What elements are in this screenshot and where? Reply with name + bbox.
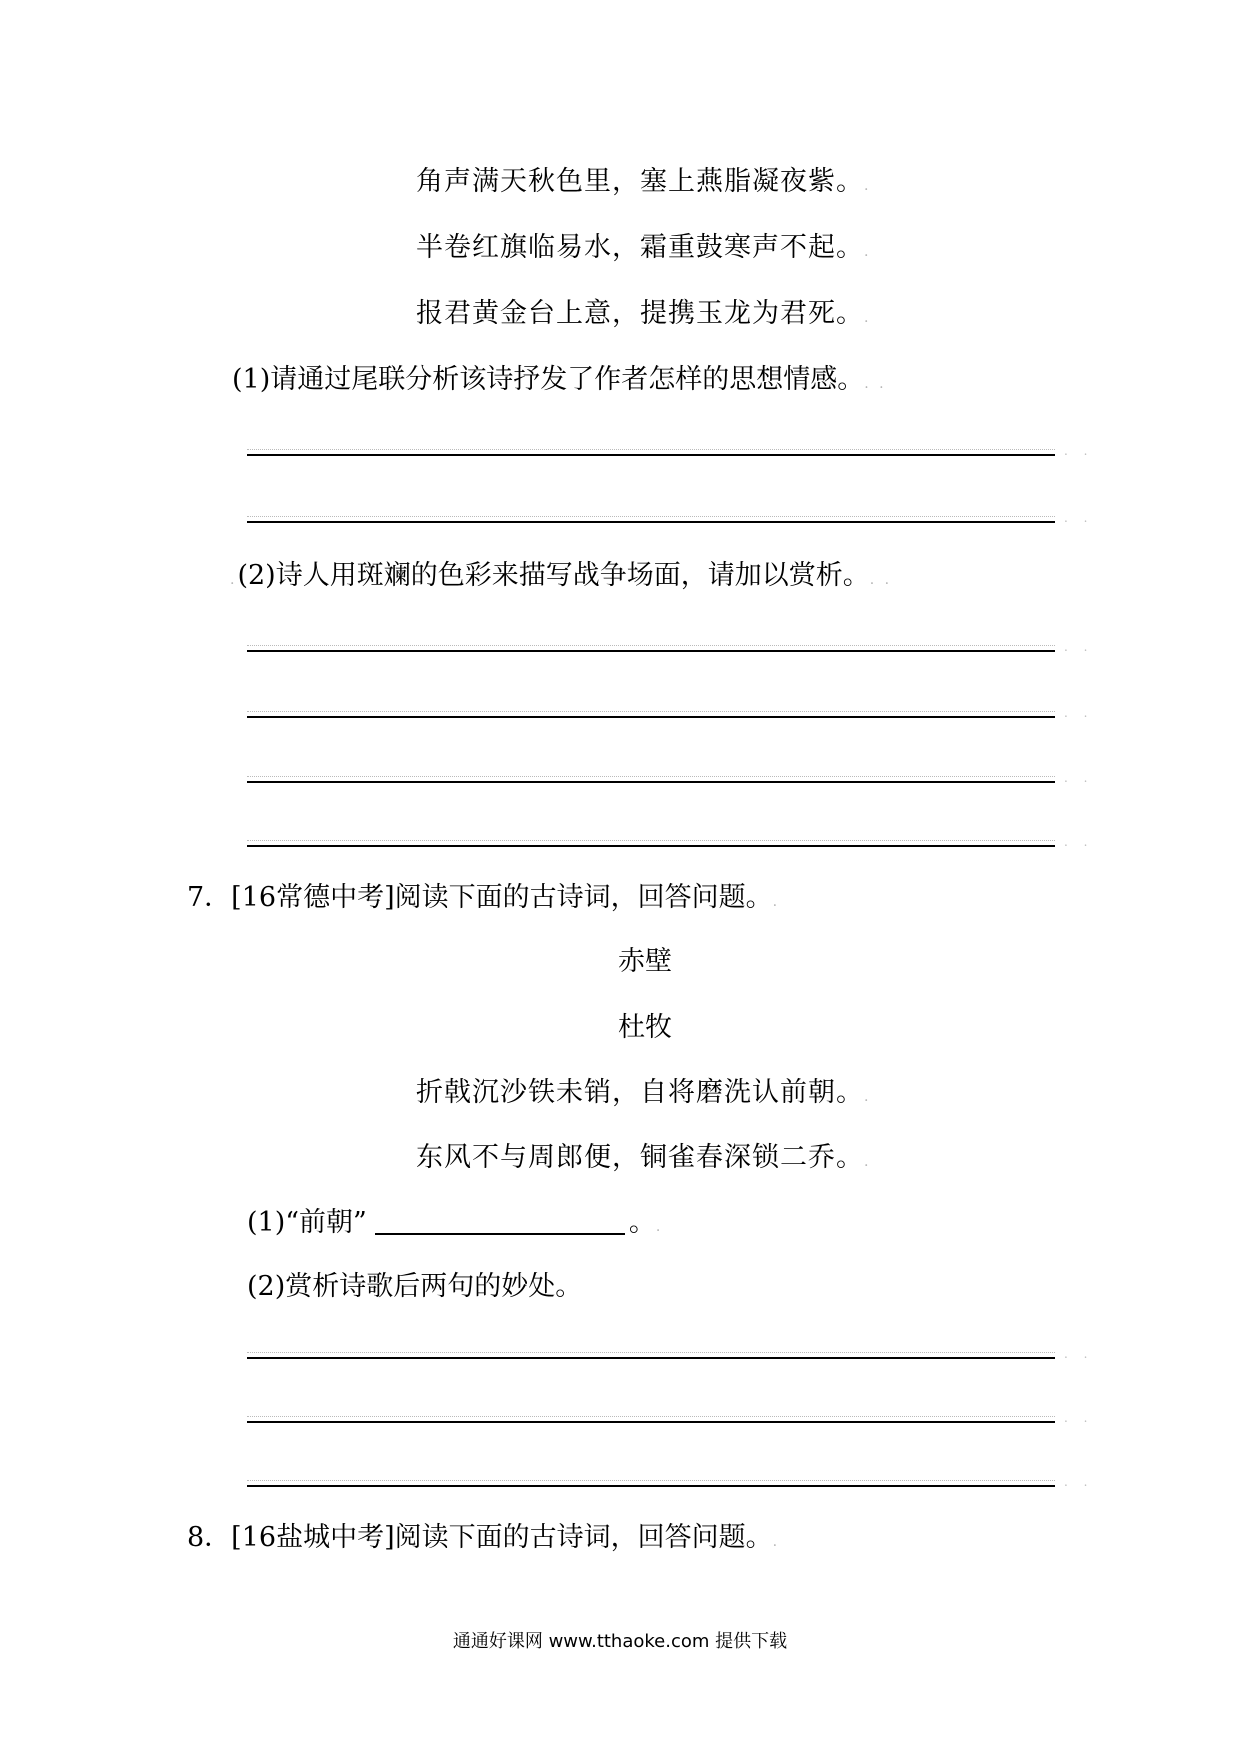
fill-in-blank[interactable] [375, 1207, 625, 1235]
line-tail-dots: . . [1064, 444, 1094, 458]
question-6-1 [232, 363, 887, 401]
line-tail-dots: . . [1064, 835, 1094, 849]
poem-line-text: 半卷红旗临易水，霜重鼓寒声不起。 [416, 232, 864, 263]
question-6-2 [230, 559, 893, 597]
line-tail-dots: . . [1064, 771, 1094, 785]
question-7-2 [247, 1270, 582, 1304]
poem-line-text: 报君黄金台上意，提携玉龙为君死。 [416, 298, 864, 329]
question-text: (1)请通过尾联分析该诗抒发了作者怎样的思想情感。 [232, 364, 865, 395]
answer-line[interactable] [247, 454, 1055, 456]
answer-line[interactable] [247, 521, 1055, 523]
dot-leader: . . [864, 376, 887, 392]
poem-line [416, 165, 871, 203]
dot-leader: . . [869, 572, 893, 588]
answer-line[interactable] [247, 716, 1055, 718]
line-tail-dots: . . [1064, 1411, 1094, 1425]
dot-leader: . [864, 178, 872, 194]
answer-line[interactable] [247, 650, 1055, 652]
dot-leader: . [772, 894, 781, 910]
question-text: 8．[16盐城中考]阅读下面的古诗词，回答问题。 [187, 1522, 773, 1553]
poem-line [416, 297, 871, 335]
line-tail-dots: . . [1064, 1347, 1094, 1361]
dot-leader: . [864, 1089, 872, 1105]
answer-line[interactable] [247, 1485, 1055, 1487]
question-text: (1)“前朝” [247, 1207, 367, 1238]
poem-line [416, 1141, 871, 1179]
answer-line[interactable] [247, 845, 1055, 847]
dot-leader: . [230, 572, 238, 588]
question-text: (2)诗人用斑斓的色彩来描写战争场面，请加以赏析。 [237, 560, 870, 591]
question-text: (2)赏析诗歌后两句的妙处。 [247, 1271, 583, 1302]
poem-line-text: 角声满天秋色里，塞上燕脂凝夜紫。 [416, 166, 864, 197]
dot-leader: . [864, 244, 872, 260]
poem-line [416, 231, 871, 269]
poem-author: 杜牧 [618, 1012, 672, 1043]
question-text: 7．[16常德中考]阅读下面的古诗词，回答问题。 [187, 882, 773, 913]
line-tail-dots: . . [1064, 1475, 1094, 1489]
answer-line[interactable] [247, 1421, 1055, 1423]
question-suffix: 。 [628, 1207, 656, 1238]
line-tail-dots: . . [1064, 511, 1094, 525]
poem-title: 赤壁 [618, 946, 672, 977]
dot-leader: . [864, 310, 872, 326]
question-8-heading [187, 1521, 780, 1559]
answer-line[interactable] [247, 781, 1055, 783]
line-tail-dots: . . [1064, 706, 1094, 720]
line-tail-dots: . . [1064, 640, 1094, 654]
dot-leader: . [864, 1154, 872, 1170]
dot-leader: . [655, 1219, 664, 1235]
page-footer: 通通好课网 www.tthaoke.com 提供下载 [452, 1631, 788, 1652]
dot-leader: . [772, 1534, 781, 1550]
poem-line-text: 东风不与周郎便，铜雀春深锁二乔。 [416, 1142, 864, 1173]
question-7-heading [187, 881, 780, 919]
answer-line[interactable] [247, 1357, 1055, 1359]
question-7-1 [247, 1206, 663, 1244]
poem-line [416, 1076, 871, 1114]
poem-line-text: 折戟沉沙铁未销，自将磨洗认前朝。 [416, 1077, 864, 1108]
